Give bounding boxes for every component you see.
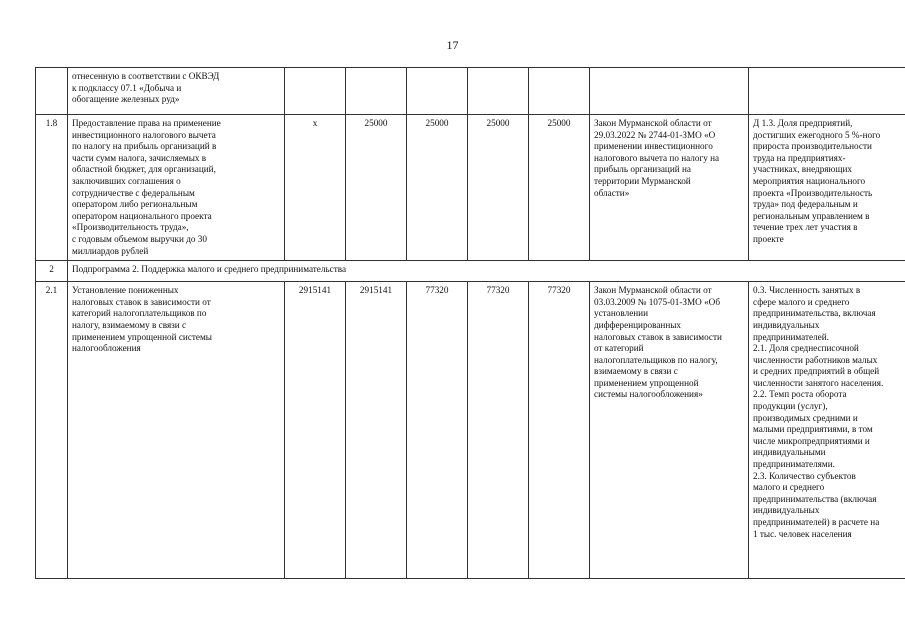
law-reference: Закон Мурманской области от 29.03.2022 № 2744-01-ЗМО «О применении инвестиционного налогового вычета по налогу на прибыль организаций на территории Мурманской области» [590, 115, 749, 261]
page-number: 17 [446, 38, 459, 52]
value-cell: 2915141 [285, 282, 346, 579]
subprogram-title: Подпрограмма 2. Поддержка малого и среднего предпринимательства [68, 261, 905, 282]
value-cell [285, 68, 346, 115]
value-cell [468, 68, 529, 115]
subprogram-row [36, 261, 905, 282]
row-number [36, 68, 68, 115]
value-cell [529, 68, 590, 115]
value-cell [407, 68, 468, 115]
value-cell: 77320 [407, 282, 468, 579]
measure-name: Предоставление права на применение инвестиционного налогового вычета по налогу на прибыль организаций в части сумм налога, зачисляемых в областной бюджет, для организаций, заключивших соглашения о сотрудничестве с федеральным оператором либо региональным оператором национального проекта «Производительность труда», с годовым объемом выручки до 30 миллиардов рублей [68, 115, 285, 261]
value-cell: 25000 [407, 115, 468, 261]
value-cell [346, 68, 407, 115]
indicator-text: 0.3. Численность занятых в сфере малого и среднего предпринимательства, включая индивидуальных предпринимателей. 2.1. Доля среднесписочной численности работников малых и средних предприятий в общей численности занятого населения. 2.2. Темп роста оборота продукции (услуг), производимых средними и малыми предприятиями, в том числе микропредприятиями и индивидуальными предпринимателями. 2.3. Количество субъектов малого и среднего предпринимательства (включая индивидуальных предпринимателей) в расчете на 1 тыс. человек населения [749, 282, 905, 579]
law-reference: Закон Мурманской области от 03.03.2009 № 1075-01-ЗМО «Об установлении дифференцированных налоговых ставок в зависимости от категорий налогоплательщиков по налогу, взимаемому в связи с применением упрощенной системы налогообложения» [590, 282, 749, 579]
value-cell: 77320 [529, 282, 590, 579]
value-cell: x [285, 115, 346, 261]
indicator-text [749, 68, 905, 115]
value-cell: 25000 [529, 115, 590, 261]
law-reference [590, 68, 749, 115]
row-number: 1.8 [36, 115, 68, 261]
measure-name: отнесенную в соответствии с ОКВЭД к подклассу 07.1 «Добыча и обогащение железных руд» [68, 68, 285, 115]
measure-name: Установление пониженных налоговых ставок в зависимости от категорий налогоплательщиков по налогу, взимаемому в связи с применением упрощенной системы налогообложения [68, 282, 285, 579]
tax-benefits-table [35, 67, 905, 579]
value-cell: 2915141 [346, 282, 407, 579]
value-cell: 77320 [468, 282, 529, 579]
value-cell: 25000 [346, 115, 407, 261]
value-cell: 25000 [468, 115, 529, 261]
table-row [36, 115, 905, 261]
indicator-text: Д 1.3. Доля предприятий, достигших ежегодного 5 %-ного прироста производительности труда на предприятиях- участниках, внедряющих мероприятия национального проекта «Производительность труда» под федеральным и региональным управлением в течение трех лет участия в проекте [749, 115, 905, 261]
row-number: 2.1 [36, 282, 68, 579]
row-number: 2 [36, 261, 68, 282]
table-row [36, 282, 905, 579]
table-row [36, 68, 905, 115]
